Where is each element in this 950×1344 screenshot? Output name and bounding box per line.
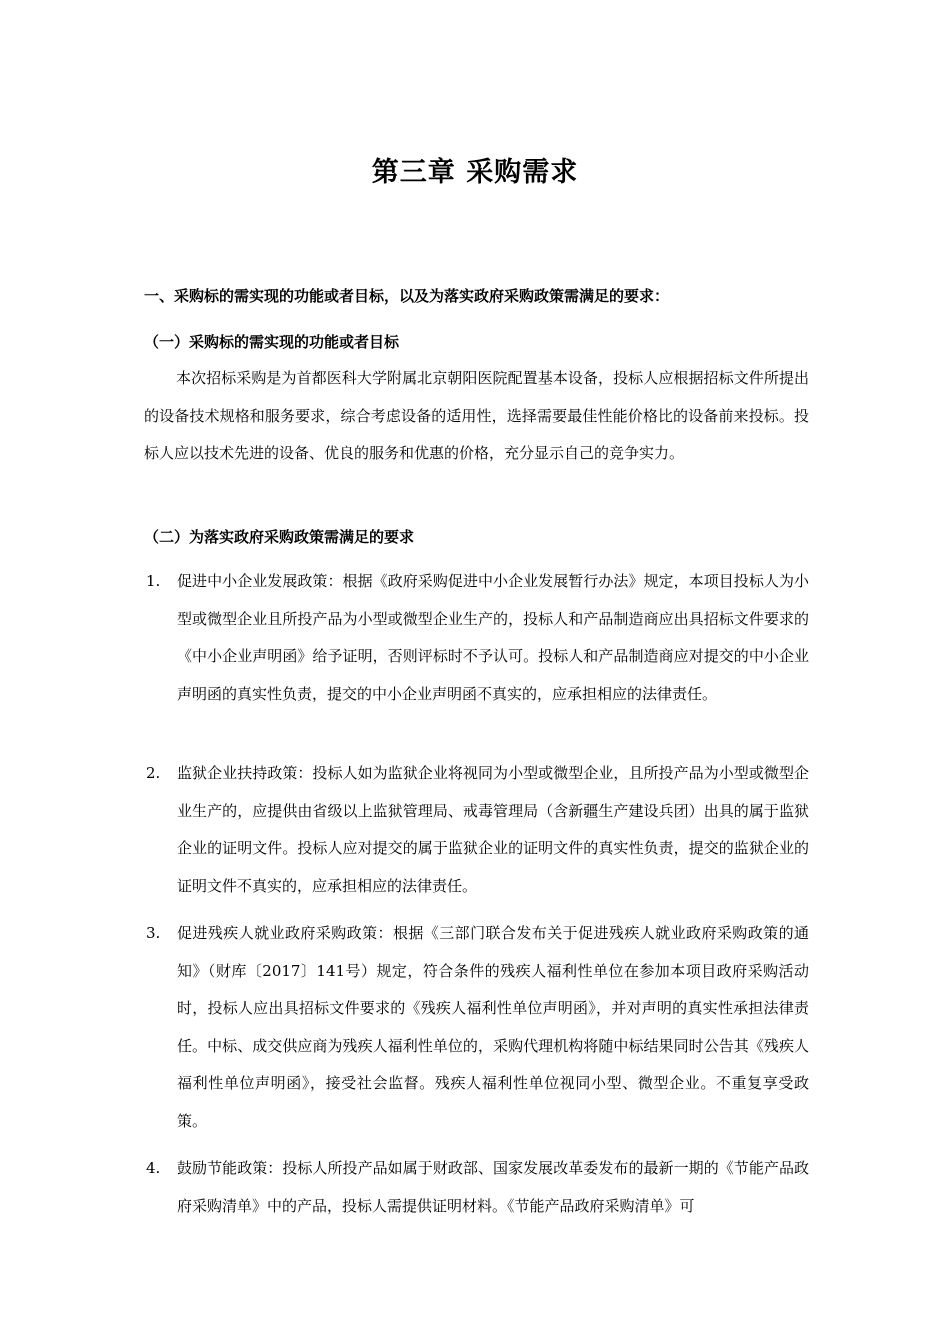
list-item-3	[144, 915, 809, 1140]
chapter-title: 第三章 采购需求	[371, 157, 579, 188]
subsection-1-paragraph: 本次招标采购是为首都医科大学附属北京朝阳医院配置基本设备，投标人应根据招标文件所提出的设备技术规格和服务要求，综合考虑设备的适用性，选择需要最佳性能价格比的设备前来投标。投标人应以技术先进的设备、优良的服务和优惠的价格，充分显示自己的竞争实力。	[144, 369, 809, 462]
list-item-text: 监狱企业扶持政策：投标人如为监狱企业将视同为小型或微型企业，且所投产品为小型或微型企业生产的，应提供由省级以上监狱管理局、戒毒管理局（含新疆生产建设兵团）出具的属于监狱企业的证明文件。投标人应对提交的属于监狱企业的证明文件的真实性负责，提交的监狱企业的证明文件不真实的，应承担相应的法律责任。	[177, 764, 809, 895]
subsection-heading-1: （一）采购标的需实现的功能或者目标	[144, 333, 400, 351]
list-item-1	[144, 563, 809, 713]
section-heading-1: 一、采购标的需实现的功能或者目标，以及为落实政府采购政策需满足的要求：	[144, 287, 670, 305]
list-item-2	[144, 755, 809, 905]
list-item-text: 促进残疾人就业政府采购政策：根据《三部门联合发布关于促进残疾人就业政府采购政策的通知》（财库〔2017〕141号）规定，符合条件的残疾人福利性单位在参加本项目政府采购活动时，投标人应出具招标文件要求的《残疾人福利性单位声明函》，并对声明的真实性承担法律责任。中标、成交供应商为残疾人福利性单位的，采购代理机构将随中标结果同时公告其《残疾人福利性单位声明函》，接受社会监督。残疾人福利性单位视同小型、微型企业。不重复享受政策。	[177, 924, 809, 1130]
subsection-heading-2: （二）为落实政府采购政策需满足的要求	[144, 528, 415, 546]
list-item-number: 3.	[146, 924, 161, 942]
list-item-text: 促进中小企业发展政策：根据《政府采购促进中小企业发展暂行办法》规定，本项目投标人为小型或微型企业且所投产品为小型或微型企业生产的，投标人和产品制造商应出具招标文件要求的《中小企业声明函》给予证明，否则评标时不予认可。投标人和产品制造商应对提交的中小企业声明函的真实性负责，提交的中小企业声明函不真实的，应承担相应的法律责任。	[177, 572, 809, 703]
list-item-number: 1.	[146, 572, 161, 590]
list-item-number: 4.	[146, 1159, 161, 1177]
list-item-text: 鼓励节能政策：投标人所投产品如属于财政部、国家发展改革委发布的最新一期的《节能产品政府采购清单》中的产品，投标人需提供证明材料。《节能产品政府采购清单》可	[177, 1159, 809, 1215]
list-item-number: 2.	[146, 764, 161, 782]
list-item-4	[144, 1150, 809, 1225]
